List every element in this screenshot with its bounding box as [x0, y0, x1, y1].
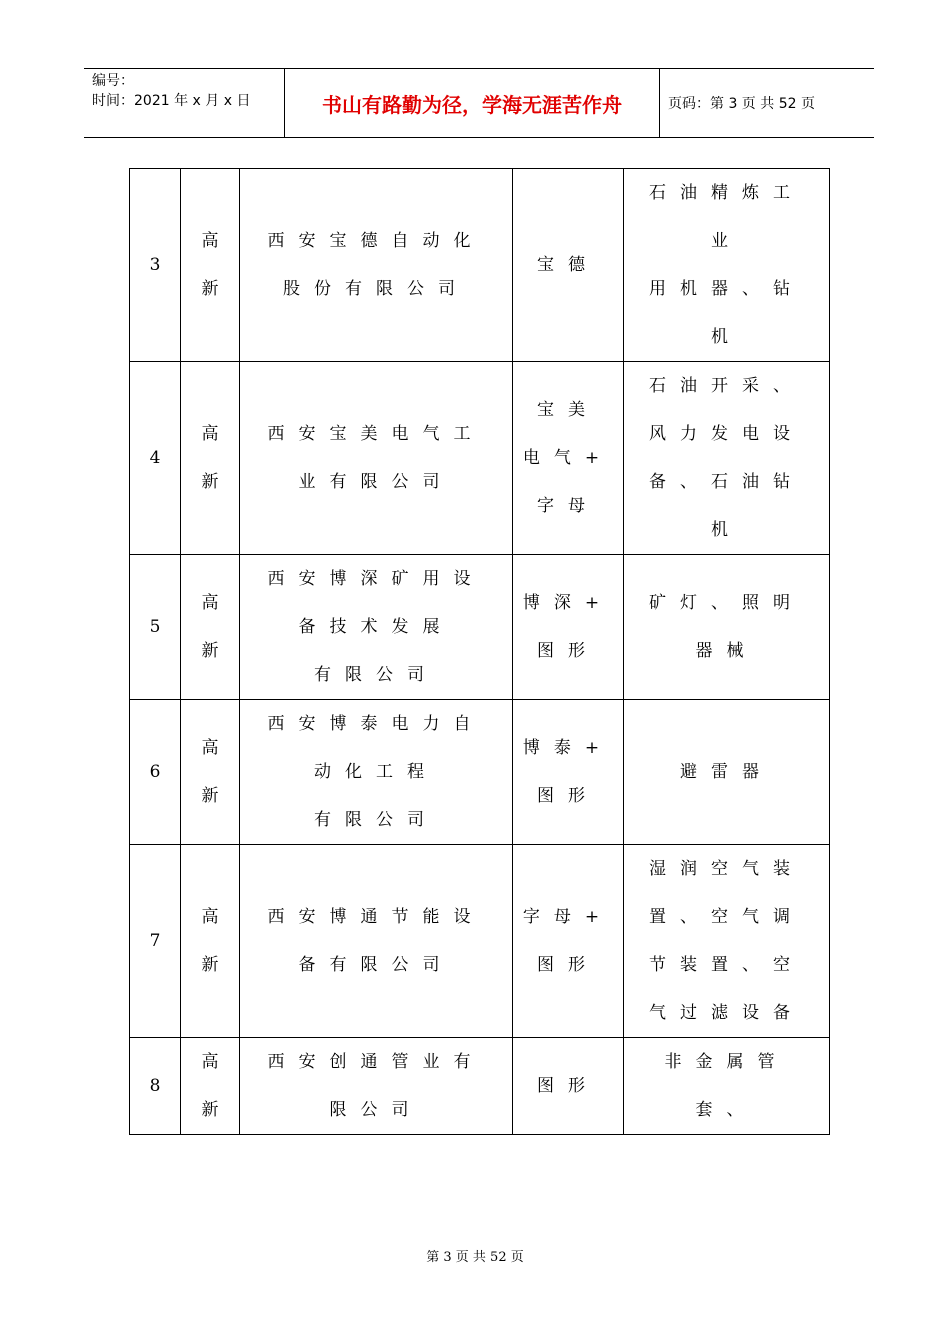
company-name: [240, 845, 513, 1038]
company-name-line: 有限公司: [314, 665, 438, 685]
row-number: 7: [130, 845, 181, 1038]
company-name-line: 股份有限公司: [283, 279, 469, 299]
trademark-cell-line: 博深+: [522, 593, 614, 613]
products-cell-line: 机: [711, 327, 742, 347]
table-row: [130, 845, 830, 1038]
trademark-cell-line: 图形: [537, 1076, 599, 1096]
zone-cell-line: 新: [201, 1100, 219, 1120]
trademark-cell-line: 图形: [537, 955, 599, 975]
products-cell-line: 节装置、空: [649, 955, 804, 975]
table-row: [130, 1038, 830, 1135]
trademark-cell: [513, 1038, 624, 1135]
products-cell-line: 石油精炼工: [649, 183, 804, 203]
zone-cell-line: 新: [201, 641, 219, 661]
company-name-line: 西安宝德自动化: [267, 231, 485, 251]
company-name-line: 备有限公司: [298, 955, 454, 975]
company-name: [240, 700, 513, 845]
trademark-cell-line: 博泰+: [522, 738, 614, 758]
header-meta: [84, 69, 284, 137]
trademark-cell: [513, 169, 624, 362]
table-row: [130, 362, 830, 555]
zone-cell-line: 高: [201, 231, 219, 251]
products-cell-line: 气过滤设备: [649, 1003, 804, 1023]
products-cell-line: 风力发电设: [649, 424, 804, 444]
company-table: [129, 168, 830, 1135]
table-row: [130, 169, 830, 362]
table-row: [130, 700, 830, 845]
company-name-line: 限公司: [329, 1100, 423, 1120]
company-name-line: 西安创通管业有: [267, 1052, 485, 1072]
trademark-cell-line: 宝德: [537, 255, 599, 275]
zone-cell: [181, 555, 240, 700]
trademark-cell-line: 宝美: [537, 400, 599, 420]
products-cell: [624, 700, 830, 845]
zone-cell-line: 高: [201, 424, 219, 444]
products-cell-line: 套、: [695, 1100, 758, 1120]
zone-cell-line: 高: [201, 738, 219, 758]
products-cell: [624, 555, 830, 700]
zone-cell: [181, 362, 240, 555]
products-cell-line: 备、石油钻: [649, 472, 804, 492]
company-name-line: 西安博通节能设: [267, 907, 485, 927]
company-name-line: 动化工程: [314, 762, 438, 782]
zone-cell-line: 新: [201, 955, 219, 975]
trademark-cell: [513, 845, 624, 1038]
products-cell: [624, 169, 830, 362]
zone-cell-line: 高: [201, 593, 219, 613]
company-name: [240, 362, 513, 555]
row-number: 3: [130, 169, 181, 362]
page-footer: 第 3 页 共 52 页: [426, 1250, 524, 1265]
products-cell: [624, 362, 830, 555]
zone-cell: [181, 1038, 240, 1135]
row-number: 4: [130, 362, 181, 555]
zone-cell-line: 新: [201, 279, 219, 299]
zone-cell: [181, 169, 240, 362]
products-cell: [624, 845, 830, 1038]
company-name-line: 业有限公司: [298, 472, 454, 492]
zone-cell-line: 新: [201, 472, 219, 492]
trademark-cell-line: 字母+: [522, 907, 614, 927]
trademark-cell-line: 字母: [537, 496, 599, 516]
company-name: [240, 169, 513, 362]
company-name-line: 西安博泰电力自: [267, 714, 485, 734]
row-number: 8: [130, 1038, 181, 1135]
company-name-line: 有限公司: [314, 810, 438, 830]
row-number: 5: [130, 555, 181, 700]
zone-cell: [181, 700, 240, 845]
zone-cell-line: 高: [201, 1052, 219, 1072]
trademark-cell: [513, 555, 624, 700]
company-name-line: 备技术发展: [298, 617, 454, 637]
zone-cell: [181, 845, 240, 1038]
trademark-cell: [513, 700, 624, 845]
company-name: [240, 1038, 513, 1135]
company-name-line: 西安博深矿用设: [267, 569, 485, 589]
products-cell-line: 矿灯、照明: [649, 593, 804, 613]
products-cell-line: 避雷器: [680, 762, 773, 782]
products-cell-line: 置、空气调: [649, 907, 804, 927]
products-cell-line: 非金属管: [664, 1052, 789, 1072]
trademark-cell-line: 图形: [537, 786, 599, 806]
page-header: [84, 68, 874, 138]
products-cell: [624, 1038, 830, 1135]
products-cell-line: 业: [711, 231, 742, 251]
products-cell-line: 湿润空气装: [649, 859, 804, 879]
products-cell-line: 器械: [695, 641, 758, 661]
company-name: [240, 555, 513, 700]
page-label: 页码：第 3 页 共 52 页: [668, 96, 815, 112]
number-label: 编号：: [92, 73, 134, 89]
time-label: 时间：2021 年 x 月 x 日: [92, 93, 251, 109]
row-number: 6: [130, 700, 181, 845]
table-row: [130, 555, 830, 700]
trademark-cell: [513, 362, 624, 555]
products-cell-line: 用机器、钻: [649, 279, 804, 299]
zone-cell-line: 新: [201, 786, 219, 806]
trademark-cell-line: 电气+: [522, 448, 614, 468]
motto: 书山有路勤为径，学海无涯苦作舟: [284, 69, 660, 137]
zone-cell-line: 高: [201, 907, 219, 927]
products-cell-line: 石油开采、: [649, 376, 804, 396]
products-cell-line: 机: [711, 520, 742, 540]
company-name-line: 西安宝美电气工: [267, 424, 485, 444]
trademark-cell-line: 图形: [537, 641, 599, 661]
